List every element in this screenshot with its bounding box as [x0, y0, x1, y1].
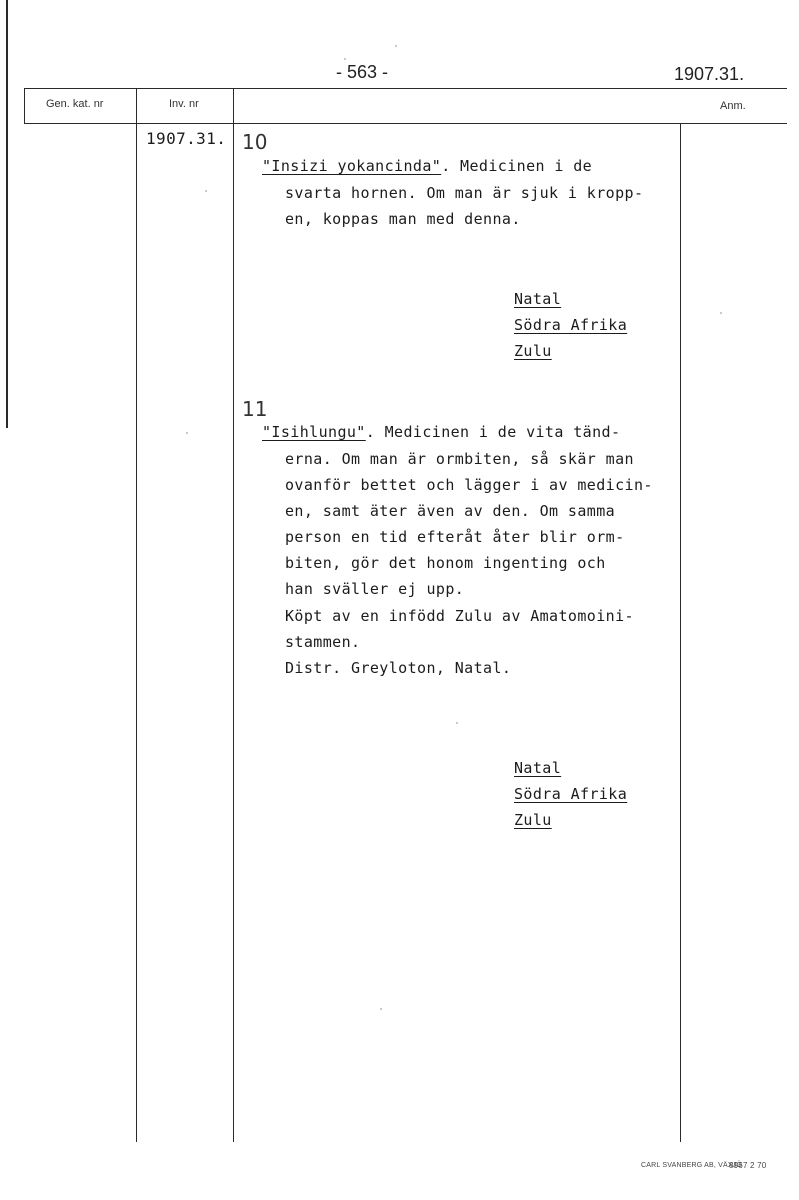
entry-text-line: Distr. Greyloton, Natal.	[285, 659, 512, 677]
header-bottom-rule	[24, 123, 787, 124]
entry-title: "Isihlungu"	[262, 423, 366, 441]
scan-speck	[720, 312, 722, 314]
entry-text-line: . Medicinen i de	[441, 157, 593, 175]
column-header-anm: Anm.	[720, 100, 746, 112]
scan-speck	[395, 45, 397, 47]
scan-speck	[380, 1008, 382, 1010]
column-header-gen-kat-nr: Gen. kat. nr	[46, 98, 104, 110]
location-region: Natal	[514, 290, 562, 308]
entry-text-line: Köpt av en infödd Zulu av Amatomoini-	[285, 607, 634, 625]
entry-text-line: en, samt äter även av den. Om samma	[285, 502, 616, 520]
location-country: Södra Afrika	[514, 316, 628, 334]
entry-number: 10	[242, 130, 268, 154]
entry-text-line: han sväller ej upp.	[285, 580, 465, 598]
left-margin-line	[6, 0, 8, 428]
column-divider-main	[233, 88, 234, 1142]
entry-text-line: biten, gör det honom ingenting och	[285, 554, 606, 572]
entry-text-line: ovanför bettet och lägger i av medicin-	[285, 476, 653, 494]
header-top-rule	[24, 88, 787, 89]
page-number: - 563 -	[336, 62, 389, 82]
scan-speck	[186, 432, 188, 434]
entry-title: "Insizi yokancinda"	[262, 157, 442, 175]
entry-title-line	[262, 419, 620, 445]
entry-text-line: . Medicinen i de vita tänd-	[365, 423, 621, 441]
printer-imprint: CARL SVANBERG AB, VÄXJÖ	[641, 1162, 743, 1169]
entry-title-line	[262, 153, 592, 179]
location-region: Natal	[514, 759, 562, 777]
column-header-inv-nr: Inv. nr	[169, 98, 199, 110]
catalog-reference: 1907.31.	[674, 64, 745, 84]
entry-text-line: stammen.	[285, 633, 361, 651]
row-inv-number: 1907.31.	[146, 129, 227, 148]
location-people: Zulu	[514, 342, 552, 360]
location-country: Södra Afrika	[514, 785, 628, 803]
column-divider-inv	[136, 88, 137, 1142]
scan-speck	[456, 722, 458, 724]
entry-text-line: svarta hornen. Om man är sjuk i kropp-	[285, 184, 644, 202]
entry-text-line: person en tid efteråt åter blir orm-	[285, 528, 625, 546]
entry-text-line: erna. Om man är ormbiten, så skär man	[285, 450, 634, 468]
entry-text-line: en, koppas man med denna.	[285, 210, 521, 228]
scan-speck	[344, 58, 346, 60]
entry-number: 11	[242, 397, 268, 421]
column-divider-anm	[680, 123, 681, 1142]
column-divider-gen	[24, 88, 25, 124]
form-code: 8967 2 70	[729, 1161, 767, 1170]
scan-speck	[205, 190, 207, 192]
location-people: Zulu	[514, 811, 552, 829]
